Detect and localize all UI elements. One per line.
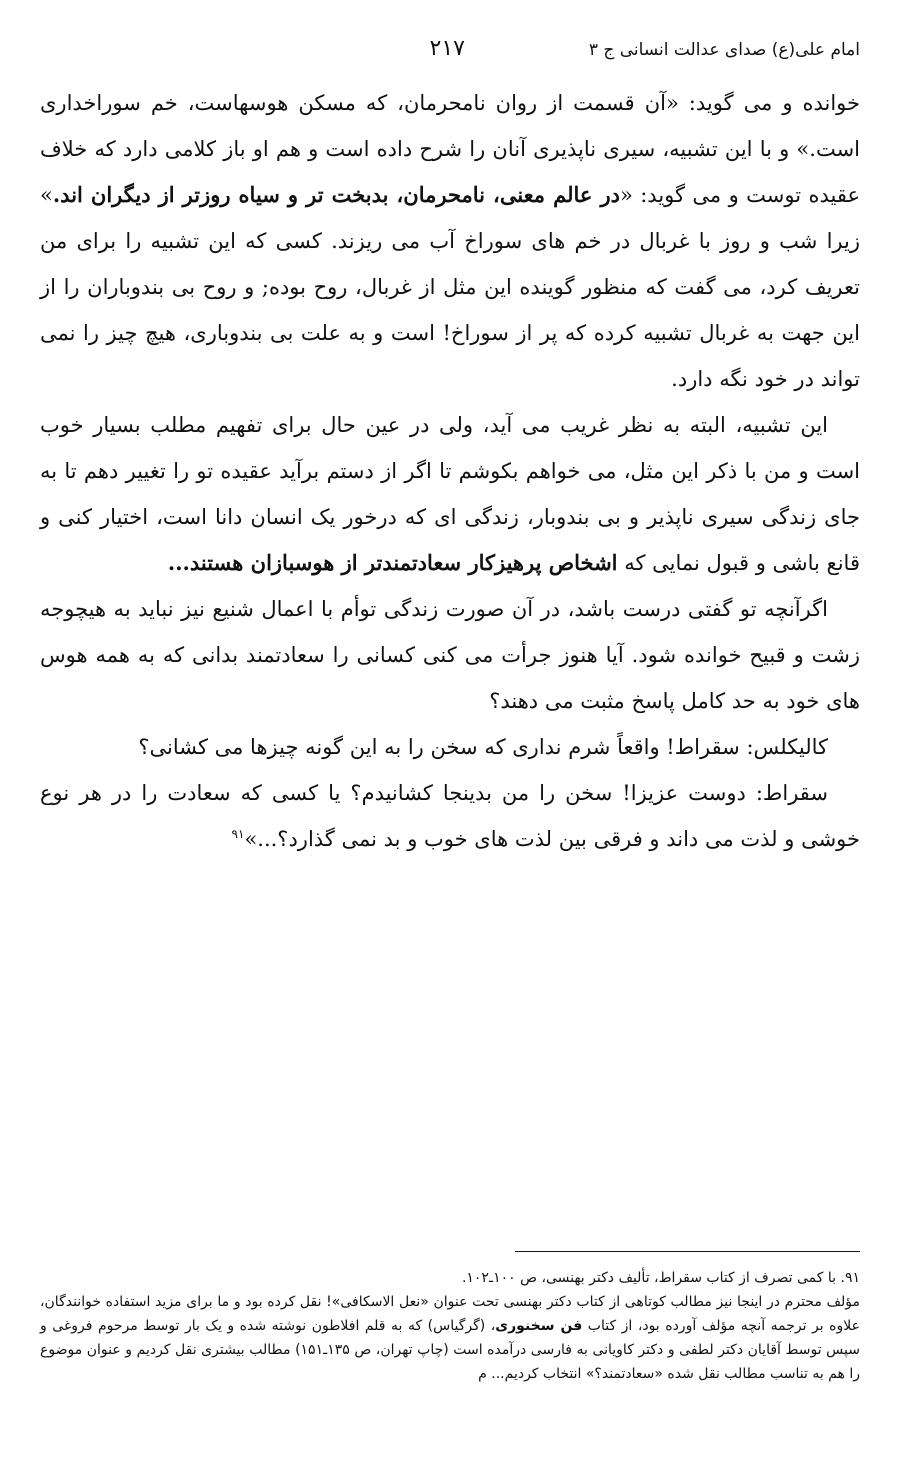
paragraph-2-bold-statement: اشخاص پرهیزکار سعادتمندتر از هوسبازان هستند...: [167, 550, 618, 575]
page-number: ۲۱۷: [429, 36, 465, 61]
paragraph-4: کالیکلس: سقراط! واقعاً شرم نداری که سخن را به این گونه چیزها می کشانی؟: [138, 735, 828, 759]
footnotes: [40, 1266, 860, 1386]
paragraph-3: اگرآنچه تو گفتی درست باشد، در آن صورت زندگی توأم با اعمال شنیع نیز نباید به هیچوجه زشت و قبیح خوانده شود. آیا هنوز جرأت می کنی کسانی را سعادتمند بدانی که به همه هوس های خود به حد کامل پاسخ مثبت می دهند؟: [40, 597, 860, 713]
footnote-separator: [515, 1251, 860, 1252]
paragraph-1-text-b: » زیرا شب و روز با غربال در خم های سوراخ آب می ریزند. کسی که این تشبیه را برای من تعریف کرد، می گفت که منظور گوینده این مثل از غربال، روح بوده; و روح بی بندوباران را از این جهت به غربال تشبیه کرده که پر از سوراخ! است و به علت بی بندوباری، هیچ چیز را نمی تواند در خود نگه دارد.: [40, 183, 860, 391]
paragraph-5-text: سقراط: دوست عزیزا! سخن را من بدینجا کشانیدم؟ یا کسی که سعادت را در هر نوع خوشی و لذت می داند و فرقی بین لذت های خوب و بد نمی گذارد؟...»: [40, 781, 860, 851]
translator-note: [40, 1290, 860, 1386]
body-text: [40, 80, 860, 862]
paragraph-2: [40, 402, 860, 586]
book-page: [40, 26, 860, 1382]
paragraph-1: [40, 80, 860, 402]
running-title: امام علی(ع) صدای عدالت انسانی ج ۳: [588, 40, 860, 60]
footnote-reference-91: ۹۱: [231, 827, 245, 841]
translator-note-text-b: ، (گرگیاس) که به قلم افلاطون نوشته شده و یک بار توسط مرحوم فروغی و سپس توسط آقایان دکتر لطفی و دکتر کاویانی به فارسی درآمده است (چاپ تهران، ص ۱۳۵ـ۱۵۱) مطالب بیشتری نقل کردیم و عنوان موضوع را هم به تناسب مطالب نقل شده «سعادتمند؟» انتخاب کردیم... م: [40, 1318, 860, 1382]
paragraph-2-text: این تشبیه، البته به نظر غریب می آید، ولی در عین حال برای تفهیم مطلب بسیار خوب است و من با ذکر این مثل، می خواهم بکوشم تا اگر از دستم برآید عقیده تو را تغییر دهم تا به جای زندگی سیری ناپذیر و بی بندوبار، زندگی ای که درخور یک انسان دانا است، اختیار کنی و قانع باشی و قبول نمایی که: [40, 413, 860, 575]
translator-note-book-title: فن سخنوری: [495, 1318, 583, 1334]
translator-note-text-a: مؤلف محترم در اینجا نیز مطالب کوتاهی از کتاب دکتر بهنسی تحت عنوان «نعل الاسکافی»! نقل کرده بود و ما برای مزید استفاده خوانندگان، علاوه بر ترجمه آنچه مؤلف آورده بود، از کتاب: [40, 1294, 860, 1334]
paragraph-1-bold-quote: در عالم معنی، نامحرمان، بدبخت تر و سیاه روزتر از دیگران اند.: [52, 182, 620, 207]
paragraph-5: [40, 770, 860, 862]
paragraph-1-text-a: خوانده و می گوید: «آن قسمت از روان نامحرمان، که مسکن هوسهاست، خم سوراخداری است.» و با این تشبیه، سیری ناپذیری آنان را شرح داده است و هم او باز کلامی دارد که خلاف عقیده توست و می گوید: «: [40, 91, 860, 207]
footnote-91: ۹۱. با کمی تصرف از کتاب سقراط، تألیف دکتر بهنسی، ص ۱۰۰ـ۱۰۲.: [461, 1270, 860, 1286]
page-header: [40, 26, 860, 80]
